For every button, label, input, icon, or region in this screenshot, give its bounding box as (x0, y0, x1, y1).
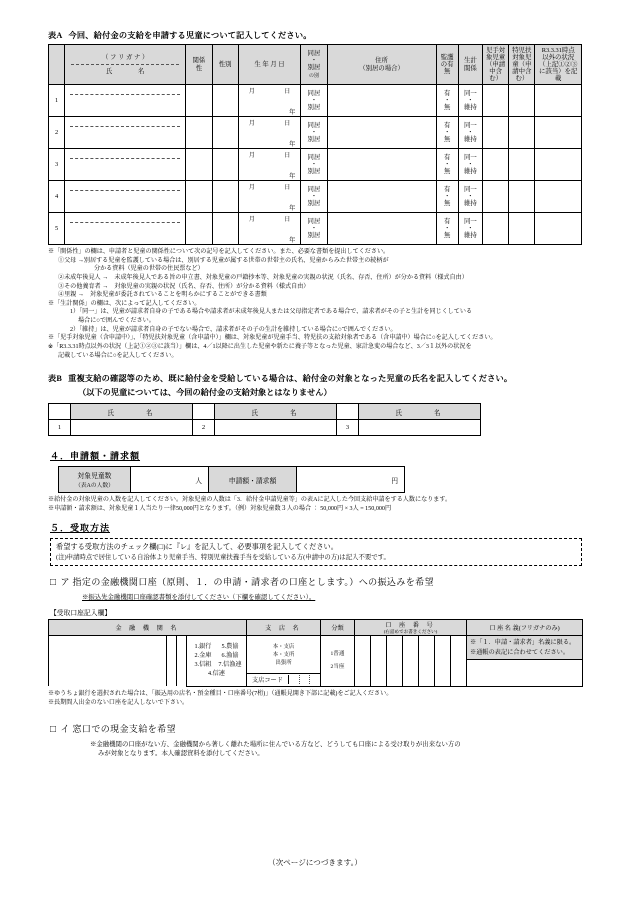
kind-3: 3.信組 (194, 661, 212, 669)
row-index: 2 (193, 420, 215, 436)
th-living: 同居 ・ 別居 の別 (301, 45, 327, 85)
type-futsuu: 1普通 (330, 650, 345, 657)
month-label: 月 (248, 87, 255, 95)
branch-opt-2: 本・支所 (272, 651, 295, 658)
form-sheet (48, 30, 582, 870)
option-a-note: ※振込先金融機関口座確認書類を添付してください（下欄を確認してください）。 (82, 594, 316, 602)
target-count-label-sub: （表Aの人数） (75, 483, 114, 490)
th-special-allowance: 特児扶 対象児 童（申 請中含 む） (509, 45, 535, 85)
target-count-label (59, 467, 131, 493)
row-index: 1 (49, 420, 71, 436)
row-custody-choice[interactable]: 有 ・ 無 (436, 85, 458, 117)
th-relation: 関係 性 (186, 45, 212, 85)
option-a-row[interactable] (50, 575, 582, 588)
checkbox-icon[interactable]: □ (50, 723, 57, 735)
row-other-status-input[interactable] (535, 85, 582, 117)
bank-name-input[interactable] (49, 636, 167, 687)
account-holder-input[interactable] (467, 659, 583, 686)
table-a (48, 44, 582, 245)
day-label: 日 (284, 151, 291, 159)
table-a-section (48, 30, 582, 360)
branch-code-cell[interactable] (247, 673, 321, 686)
row-name-input[interactable] (359, 420, 481, 436)
branch-name-input[interactable] (247, 636, 321, 674)
row-child-allowance-input[interactable] (482, 117, 508, 149)
row-custody-choice[interactable]: 有 ・ 無 (436, 213, 458, 245)
option-b-text: 窓口での現金支給を希望 (72, 723, 176, 734)
day-label: 日 (284, 215, 291, 223)
row-relation-input[interactable] (186, 213, 212, 245)
row-name-input[interactable] (215, 420, 337, 436)
th-other-status: R3.3.31時点 以外の状況 （上記①②③ に該当）を記 載 (535, 45, 582, 85)
branch-code-digit[interactable] (310, 675, 320, 684)
note-line: ③その他養育者 → 対象児童の実親の状況（氏名、存否、住所）が分かる資料（様式自由） (58, 283, 310, 290)
row-birth-input[interactable] (238, 213, 301, 245)
row-relation-input[interactable] (186, 181, 212, 213)
row-other-status-input[interactable] (535, 213, 582, 245)
th-livelihood: 生計 関係 (458, 45, 482, 85)
branch-code-digit[interactable] (299, 675, 310, 684)
row-living-choice[interactable]: 同居 ・ 別居 (301, 85, 327, 117)
table-b-title-text: 重複支給の確認等のため、既に給付金を受給している場合は、給付金の対象となった児童の氏名を記入してください。 (68, 374, 513, 384)
row-address-input[interactable] (327, 213, 436, 245)
row-index: 3 (49, 149, 65, 181)
th-gender: 性別 (212, 45, 238, 85)
th-account-number-main: 口 座 番 号 (385, 622, 436, 630)
row-livelihood-choice[interactable]: 同一 ・ 維持 (458, 117, 482, 149)
row-birth-input[interactable] (238, 181, 301, 213)
account-holder-notes (467, 636, 583, 660)
table-b-label: 表B (48, 374, 63, 384)
th-birth: 生 年 月 日 (238, 45, 301, 85)
table-row (49, 213, 582, 245)
table-b-title (48, 373, 582, 384)
note-line: 分かる資料（児童の世帯の住民票など） (94, 266, 204, 273)
option-b-note (90, 740, 582, 759)
bank-name-input-2[interactable] (167, 636, 177, 687)
page-footer: （次ページにつづきます。） (267, 858, 362, 867)
section-5 (48, 521, 582, 759)
bank-table-note-row (49, 636, 583, 660)
option-a-label: ア (60, 577, 70, 588)
account-section-label: 【受取口座記入欄】 (50, 610, 112, 618)
row-livelihood-choice[interactable]: 同一 ・ 維持 (458, 149, 482, 181)
note-line: 記載している場合に○を記入してください。 (58, 352, 178, 359)
th-name (65, 45, 186, 85)
th-address (327, 45, 436, 85)
section-4-heading: ４．申請額・請求額 (50, 451, 141, 462)
th-address-label: 住所 (375, 57, 388, 65)
row-birth-input[interactable] (238, 85, 301, 117)
note-line: 2）「維持」は、児童が請求者自身の子でない場合で、請求者がその子の生計を維持している場合に○で囲んでください。 (70, 326, 397, 333)
table-b-header-row (49, 404, 481, 420)
holder-note-2: ※通帳の表記に合わせてください。 (470, 648, 570, 656)
year-label: 年 (289, 108, 296, 116)
row-birth-input[interactable] (238, 149, 301, 181)
row-birth-input[interactable] (238, 117, 301, 149)
th-custody: 監護 の有 無 (436, 45, 458, 85)
instruction-line-2: (注)申請時点で居住している自治体より児童手当、特別児童扶養手当を受給している方(申請中の方)は記入不要です。 (56, 553, 390, 561)
account-number-digit[interactable] (403, 636, 419, 687)
row-name-input[interactable] (65, 85, 186, 117)
row-special-allowance-input[interactable] (509, 181, 535, 213)
option-b-label: イ (60, 723, 70, 734)
note-line: ※「児手対象児童（含申請中）」、「特児扶対象児童（含申請中）」欄は、対象児童が児童手当、特児扶の支給対象者である（含申請中）場合に○を記入してください。 (48, 335, 497, 342)
row-other-status-input[interactable] (535, 181, 582, 213)
row-livelihood-choice[interactable]: 同一 ・ 維持 (458, 181, 482, 213)
table-b (48, 403, 481, 436)
account-number-digit[interactable] (435, 636, 451, 687)
kind-1: 1.銀行 (194, 643, 212, 651)
type-touza: 2当座 (330, 664, 345, 671)
table-a-notes (48, 248, 582, 360)
bank-name-input-3[interactable] (177, 636, 187, 687)
note-line: ※金融機関の口座がない方、金融機関から著しく離れた場所に住んでいる方など、どうしても口座による受け取りが出来ない方の (90, 740, 461, 748)
note-line: 1）「同一」は、児童が請求者自身の子である場合や請求者が未成年後見人または父母指定者である場合で、請求者がその子と生計を同じくしている (70, 309, 473, 316)
row-other-status-input[interactable] (535, 149, 582, 181)
kind-7: 7.信漁連 (218, 661, 242, 669)
row-index: 4 (49, 181, 65, 213)
th-branch-name: 支 店 名 (247, 620, 321, 636)
row-address-input[interactable] (327, 85, 436, 117)
row-gender-input[interactable] (212, 85, 238, 117)
th-account-number (355, 620, 467, 636)
row-gender-input[interactable] (212, 213, 238, 245)
row-gender-input[interactable] (212, 117, 238, 149)
month-label: 月 (248, 215, 255, 223)
row-livelihood-choice[interactable]: 同一 ・ 維持 (458, 213, 482, 245)
row-special-allowance-input[interactable] (509, 149, 535, 181)
table-row (49, 85, 582, 117)
note-line: ①父母 →別居する児童を監護している場合は、別居する児童が属する世帯の世帯主の氏名、児童からみた世帯主の続柄が (58, 257, 389, 264)
month-label: 月 (248, 119, 255, 127)
month-label: 月 (248, 183, 255, 191)
checkbox-icon[interactable]: □ (50, 577, 57, 589)
holder-note-1: ※「１．申請・請求者」名義に限る。 (470, 639, 576, 647)
section-5-heading: ５．受取方法 (50, 522, 111, 533)
row-address-input[interactable] (327, 149, 436, 181)
amount-label: 申請額・請求額 (209, 467, 297, 493)
year-label: 年 (289, 140, 296, 148)
th-account-type: 分類 (321, 620, 355, 636)
note-line: みが対象となります。本人確認資料を添付してください。 (98, 750, 264, 758)
target-count-label-main: 対象児童数 (77, 473, 112, 481)
branch-code-digit[interactable] (288, 675, 299, 684)
note-line: ※ゆうちょ銀行を選択された場合は、「振込用の店名・預金種目・口座番号(7桁)」（通帳見開き下部に記載)をご記入ください。 (48, 690, 393, 697)
account-number-digit[interactable] (355, 636, 371, 687)
note-line: ※「R3.3.31時点以外の状況（上記①②③に該当）」欄は、4／1以降に出生した児童や新たに養子等となった児童、家計急変の場合など、3／3１以外の状況を (48, 344, 472, 351)
day-label: 日 (284, 87, 291, 95)
table-a-header-row (49, 45, 582, 85)
account-number-digit[interactable] (371, 636, 387, 687)
row-child-allowance-input[interactable] (482, 149, 508, 181)
bank-table-header-row (49, 620, 583, 636)
row-relation-input[interactable] (186, 85, 212, 117)
row-index: 3 (337, 420, 359, 436)
row-child-allowance-input[interactable] (482, 213, 508, 245)
note-line: ※「生計関係」の欄は、次によって記入してください。 (48, 300, 201, 307)
row-name-input[interactable] (65, 149, 186, 181)
kind-4: 4.信連 (207, 670, 225, 678)
th-name-b3: 氏 名 (359, 404, 481, 420)
row-custody-choice[interactable]: 有 ・ 無 (436, 117, 458, 149)
row-living-choice[interactable]: 同居 ・ 別居 (301, 213, 327, 245)
row-gender-input[interactable] (212, 149, 238, 181)
row-custody-choice[interactable]: 有 ・ 無 (436, 181, 458, 213)
year-label: 年 (289, 204, 296, 212)
table-row (49, 420, 481, 436)
row-child-allowance-input[interactable] (482, 181, 508, 213)
note-line: ※長期間入出金のない口座を記入しないで下さい。 (48, 699, 189, 706)
note-line: ※申請額・請求額は、対象児童１人当たり一律50,000円となります。（例）対象児童数３人の場合 ： 50,000円 × 3人 = 150,000円 (48, 506, 392, 513)
note-line: ※給付金の対象児童の人数を記入してください。対象児童の人数は「3．給付金申請児童等」の表Aに記入した今回支給申請をする人数になります。 (48, 497, 452, 504)
th-furigana: （ フ リ ガ ナ ） (71, 54, 179, 64)
instruction-line-1: 希望する受取方法のチェック欄(□)に『レ』を記入して、必要事項を記入してください。 (56, 542, 338, 551)
unit-person: 人 (195, 477, 202, 485)
th-index-b2 (193, 404, 215, 420)
kind-6: 6.漁協 (221, 652, 239, 660)
row-address-input[interactable] (327, 181, 436, 213)
th-bank-name: 金 融 機 関 名 (49, 620, 247, 636)
row-relation-input[interactable] (186, 149, 212, 181)
th-child-allowance: 児手対 象児童 （申請 中含 む） (482, 45, 508, 85)
row-custody-choice[interactable]: 有 ・ 無 (436, 149, 458, 181)
kind-5: 5.農協 (221, 643, 239, 651)
account-type-choice[interactable] (321, 636, 355, 687)
row-living-choice[interactable]: 同居 ・ 別居 (301, 181, 327, 213)
account-number-digit[interactable] (387, 636, 403, 687)
row-name-input[interactable] (71, 420, 193, 436)
section-4-notes (48, 496, 582, 514)
row-special-allowance-input[interactable] (509, 213, 535, 245)
row-index: 1 (49, 85, 65, 117)
bank-kind-list[interactable] (187, 636, 247, 687)
th-account-holder: 口 座 名 義(フリガナのみ) (467, 620, 583, 636)
receipt-instruction-box (50, 538, 582, 566)
day-label: 日 (284, 119, 291, 127)
note-line: ④里親 → 対象児童が委託されていることを明らかにすることができる書類 (58, 292, 267, 299)
year-label: 年 (289, 172, 296, 180)
note-line: ②未成年後見人 → 未成年後見人である旨の申立書、対象児童の戸籍抄本等、対象児童の実親の状況（氏名、存否、住所）が分かる資料（様式自由） (58, 274, 468, 281)
section-4 (48, 449, 582, 514)
row-address-input[interactable] (327, 117, 436, 149)
row-index: 5 (49, 213, 65, 245)
account-notes (48, 690, 582, 708)
row-index: 2 (49, 117, 65, 149)
table-a-title-text: 今回、給付金の支給を申請する児童について記入してください。 (68, 31, 312, 40)
th-index (49, 45, 65, 85)
option-b-row[interactable] (50, 722, 582, 735)
account-number-digit[interactable] (451, 636, 467, 687)
amount-table (58, 466, 405, 493)
th-index-b3 (337, 404, 359, 420)
bank-account-table (48, 619, 583, 687)
account-number-digit[interactable] (419, 636, 435, 687)
unit-yen: 円 (391, 477, 398, 485)
month-label: 月 (248, 151, 255, 159)
note-line: ※「関係性」の欄は、申請者と児童の関係性について次の記号を記入してください。また、必要な書類を提出してください。 (48, 249, 390, 255)
note-line: 場合に○で囲んでください。 (78, 318, 155, 325)
branch-opt-1: 本・支店 (272, 643, 295, 650)
amount-input[interactable] (297, 467, 405, 493)
option-a-text: 指定の金融機関口座（原則、１．の申請・請求者の口座とします。）への振込みを希望 (72, 577, 434, 588)
row-child-allowance-input[interactable] (482, 85, 508, 117)
table-b-subtitle: （以下の児童については、今回の給付金の支給対象とはなりません） (78, 388, 332, 398)
row-living-choice[interactable]: 同居 ・ 別居 (301, 149, 327, 181)
th-account-number-sub: (右詰めでお書きください) (383, 629, 438, 635)
th-index-b1 (49, 404, 71, 420)
table-row (49, 181, 582, 213)
row-other-status-input[interactable] (535, 117, 582, 149)
row-name-input[interactable] (65, 213, 186, 245)
th-address-sub: （別居の場合） (359, 64, 404, 72)
branch-opt-3: 出張所 (275, 659, 292, 666)
th-name-b1: 氏 名 (71, 404, 193, 420)
target-count-input[interactable] (131, 467, 209, 493)
row-special-allowance-input[interactable] (509, 117, 535, 149)
table-row (49, 117, 582, 149)
row-special-allowance-input[interactable] (509, 85, 535, 117)
row-relation-input[interactable] (186, 117, 212, 149)
row-living-choice[interactable]: 同居 ・ 別居 (301, 117, 327, 149)
table-a-label: 表A (48, 31, 63, 40)
table-a-title (48, 30, 582, 41)
kind-2: 2.金庫 (194, 652, 212, 660)
year-label: 年 (289, 236, 296, 244)
th-name-b2: 氏 名 (215, 404, 337, 420)
th-name-label: 氏 名 (106, 67, 145, 75)
amount-row (59, 467, 405, 493)
table-row (49, 149, 582, 181)
row-name-input[interactable] (65, 117, 186, 149)
row-livelihood-choice[interactable]: 同一 ・ 維持 (458, 85, 482, 117)
row-name-input[interactable] (65, 181, 186, 213)
branch-code-label: 支店コード (251, 677, 283, 685)
row-gender-input[interactable] (212, 181, 238, 213)
day-label: 日 (284, 183, 291, 191)
table-b-section (48, 373, 582, 436)
